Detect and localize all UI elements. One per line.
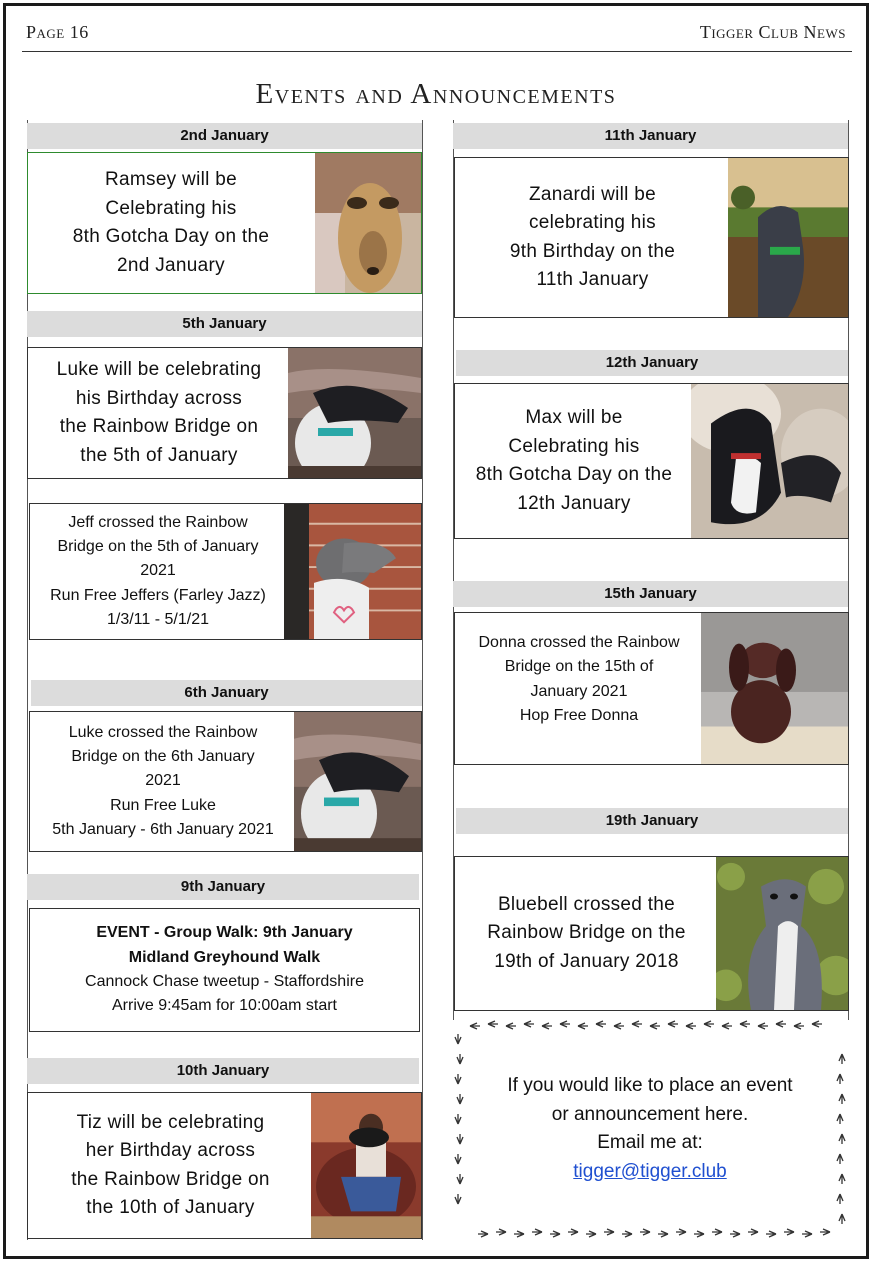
date-bar-19th-january: 19th January [456,808,848,834]
event-details [30,909,419,1031]
announcement-text: Ramsey will be Celebrating his 8th Gotcha Day on the 2nd January [72,169,270,276]
page-title: Events and Announcements [255,78,617,110]
announcement-card-zanardi [454,157,849,318]
email-link[interactable]: tigger@tigger.club [573,1160,727,1182]
announcement-text: Zanardi will be celebrating his 9th Birthday on the 11th January [509,183,676,290]
greyhound-by-water-photo [288,348,421,478]
date-bar-10th-january: 10th January [27,1058,419,1084]
brown-rabbit-photo [701,613,848,764]
date-bar-2nd-january: 2nd January [27,123,422,149]
announcement-card-luke-crossed [29,711,422,852]
event-time: Arrive 9:45am for 10:00am start [112,997,337,1015]
announcement-card-jeff [29,503,422,640]
announcement-text: Max will be Celebrating his 8th Gotcha Day on the 12th January [475,407,673,514]
event-name: Midland Greyhound Walk [128,948,321,966]
newsletter-title: Tigger Club News [699,22,846,42]
invitation-text [452,1072,848,1186]
page-number: Page 16 [26,22,89,42]
black-white-greyhound-bed-photo [691,384,848,538]
date-bar-5th-january: 5th January [27,311,422,337]
left-column-right-line [422,120,423,1240]
event-location: Cannock Chase tweetup - Staffordshire [85,973,364,990]
announcement-text: Luke will be celebrating his Birthday across the Rainbow Bridge on the 5th of January [56,359,262,466]
person-with-dog-on-sofa-photo [311,1093,421,1238]
invitation-line-3: Email me at: [597,1132,703,1153]
announcement-card-luke-birthday [27,347,422,479]
fawn-greyhound-photo [315,153,421,293]
invitation-line-2: or announcement here. [551,1103,749,1125]
announcement-text: Donna crossed the Rainbow Bridge on the 15th of January 2021 Hop Free Donna [478,634,680,724]
announcement-card-donna [454,612,849,765]
invitation-line-1: If you would like to place an event [507,1075,793,1096]
announcement-card-ramsey [27,152,422,294]
event-title: EVENT - Group Walk: 9th January [96,924,353,942]
date-bar-15th-january: 15th January [453,581,848,607]
announcement-card-max [454,383,849,539]
blue-greyhound-photo [716,857,848,1010]
header-rule [22,51,852,52]
date-bar-12th-january: 12th January [456,350,848,376]
announcement-invitation-box [452,1018,848,1240]
announcement-card-tiz [27,1092,422,1239]
announcement-text: Luke crossed the Rainbow Bridge on the 6th January 2021 Run Free Luke 5th January - 6th January 2021 [52,723,274,838]
event-card-group-walk [29,908,420,1032]
date-bar-11th-january: 11th January [453,123,848,149]
greyhound-by-water-photo [294,712,421,851]
announcement-card-bluebell [454,856,849,1011]
date-bar-6th-january: 6th January [31,680,422,706]
date-bar-9th-january: 9th January [27,874,419,900]
announcement-text: Jeff crossed the Rainbow Bridge on the 5th of January 2021 Run Free Jeffers (Farley Jazz) 1/3/11 - 5/1/21 [50,513,266,628]
announcement-text: Bluebell crossed the Rainbow Bridge on the 19th of January 2018 [487,893,686,972]
grey-greyhound-brick-wall-photo [284,504,421,639]
greyhound-in-field-photo [728,158,848,317]
announcement-text: Tiz will be celebrating her Birthday across the Rainbow Bridge on the 10th of January [71,1111,270,1218]
